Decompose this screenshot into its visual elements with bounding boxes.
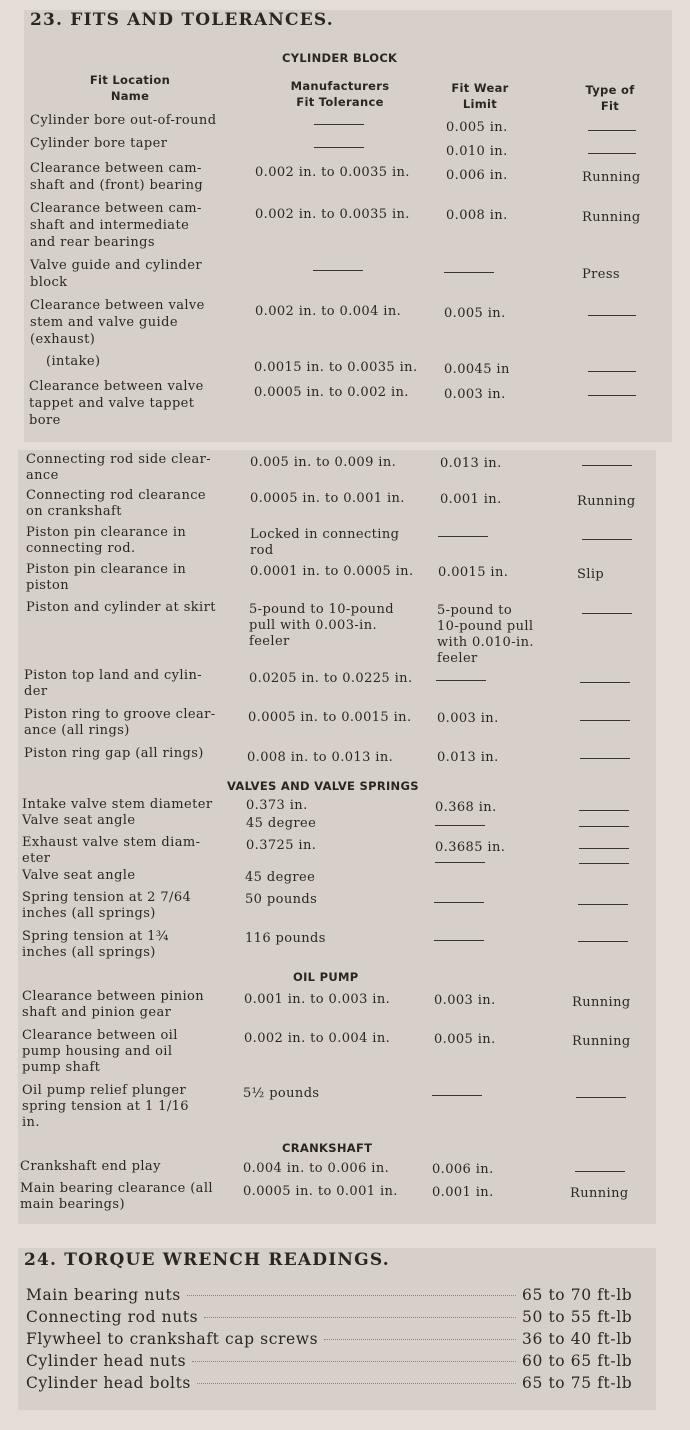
row-tol-r11: Locked in connecting rod (250, 527, 400, 558)
dash (579, 810, 629, 811)
torque-value: 65 to 70 ft-lb (522, 1286, 633, 1304)
row-wear-r16: 0.013 in. (437, 750, 499, 765)
row-tol-r8: 0.0005 in. to 0.002 in. (254, 385, 409, 400)
leader-dots (324, 1339, 516, 1340)
header-fit-location: Fit Location Name (89, 73, 171, 103)
dash (435, 862, 485, 863)
row-name-r24: Clearance between oil pump housing and oil pump shaft (22, 1028, 178, 1075)
row-tol-r9: 0.005 in. to 0.009 in. (250, 455, 397, 470)
row-name-r13: Piston and cylinder at skirt (26, 600, 216, 615)
leader-dots (192, 1361, 516, 1362)
row-tol-r16: 0.008 in. to 0.013 in. (247, 750, 394, 765)
dash (578, 904, 628, 905)
row-name-r4: Clearance between cam- shaft and intermediate and rear bearings (30, 201, 202, 250)
dash (579, 826, 629, 827)
torque-label: Flywheel to crankshaft cap screws (26, 1330, 319, 1348)
row-tol-r26: 0.004 in. to 0.006 in. (243, 1161, 390, 1176)
dash (575, 1171, 625, 1172)
row-wear-r15: 0.003 in. (437, 711, 499, 726)
torque-value: 60 to 65 ft-lb (522, 1352, 633, 1370)
dash (432, 1095, 482, 1096)
row-tol-r24: 0.002 in. to 0.004 in. (244, 1031, 391, 1046)
row-tol-r4: 0.002 in. to 0.0035 in. (255, 207, 410, 222)
row-name-r2: Cylinder bore taper (30, 136, 168, 151)
row-tol-r21: 50 pounds (245, 892, 318, 907)
row-tol-r14: 0.0205 in. to 0.0225 in. (249, 671, 413, 686)
torque-value: 50 to 55 ft-lb (522, 1308, 633, 1326)
dash (582, 465, 632, 466)
torque-label: Connecting rod nuts (26, 1308, 199, 1326)
row-name-r15: Piston ring to groove clear- ance (all rings) (24, 707, 216, 738)
row-wear-r12: 0.0015 in. (438, 565, 509, 580)
row-type-r27: Running (570, 1186, 629, 1201)
torque-value: 36 to 40 ft-lb (522, 1330, 633, 1348)
row-wear-r24: 0.005 in. (434, 1032, 496, 1047)
header-manufacturers-tolerance: Manufacturers Fit Tolerance (290, 79, 390, 109)
row-name-r3: Clearance between cam- shaft and (front) bearing (30, 161, 204, 193)
row-type-r10: Running (577, 494, 636, 509)
torque-row (26, 1286, 640, 1308)
torque-row (26, 1374, 640, 1396)
row-name-r14: Piston top land and cylin- der (24, 668, 203, 699)
torque-row (26, 1330, 640, 1352)
row-wear-r2: 0.010 in. (446, 144, 508, 159)
row-tol-r6: 0.002 in. to 0.004 in. (255, 304, 402, 319)
row-name-r18: Valve seat angle (22, 813, 136, 828)
row-name-r19: Exhaust valve stem diam- eter (22, 835, 201, 866)
section-24-title: 24. TORQUE WRENCH READINGS. (24, 1250, 390, 1270)
dash (588, 315, 636, 316)
torque-label: Cylinder head bolts (26, 1374, 191, 1392)
leader-dots (187, 1295, 516, 1296)
row-type-r24: Running (572, 1034, 631, 1049)
section-23-title: 23. FITS AND TOLERANCES. (30, 10, 334, 30)
row-tol-r15: 0.0005 in. to 0.0015 in. (248, 710, 412, 725)
torque-row (26, 1308, 640, 1330)
row-type-r3: Running (582, 170, 641, 185)
row-tol-r23: 0.001 in. to 0.003 in. (244, 992, 391, 1007)
row-wear-r13: 5-pound to 10-pound pull with 0.010-in. feeler (437, 603, 534, 666)
row-name-r9: Connecting rod side clear- ance (26, 452, 212, 483)
dash (582, 613, 632, 614)
row-tol-r27: 0.0005 in. to 0.001 in. (243, 1184, 398, 1199)
dash (436, 680, 486, 681)
dash (434, 940, 484, 941)
row-name-r10: Connecting rod clearance on crankshaft (26, 488, 206, 519)
row-wear-r17: 0.368 in. (435, 800, 497, 815)
row-tol-r18: 45 degree (246, 816, 317, 831)
row-wear-r9: 0.013 in. (440, 456, 502, 471)
row-name-r1: Cylinder bore out-of-round (30, 113, 217, 128)
group-crankshaft: CRANKSHAFT (282, 1141, 373, 1155)
row-tol-r10: 0.0005 in. to 0.001 in. (250, 491, 405, 506)
row-name-r12: Piston pin clearance in piston (26, 562, 187, 593)
dash (580, 758, 630, 759)
dash (438, 536, 488, 537)
group-cylinder-block: CYLINDER BLOCK (282, 51, 398, 65)
dash (314, 147, 364, 148)
row-wear-r4: 0.008 in. (446, 208, 508, 223)
row-wear-r1: 0.005 in. (446, 120, 508, 135)
row-tol-r12: 0.0001 in. to 0.0005 in. (250, 564, 414, 579)
row-wear-r6: 0.005 in. (444, 306, 506, 321)
row-name-r27: Main bearing clearance (all main bearings) (20, 1181, 213, 1212)
header-type-of-fit: Type of Fit (585, 83, 635, 113)
row-tol-r13: 5-pound to 10-pound pull with 0.003-in. feeler (249, 602, 394, 649)
torque-value: 65 to 75 ft-lb (522, 1374, 633, 1392)
dash (313, 270, 363, 271)
row-tol-r19: 0.3725 in. (246, 838, 317, 853)
row-wear-r7: 0.0045 in (444, 362, 510, 377)
dash (580, 682, 630, 683)
row-name-r20: Valve seat angle (22, 868, 136, 883)
torque-row (26, 1352, 640, 1374)
row-name-r21: Spring tension at 2 7/64 inches (all springs) (22, 890, 192, 921)
row-name-r7: (intake) (46, 354, 101, 369)
row-name-r22: Spring tension at 1¾ inches (all springs) (22, 929, 169, 960)
row-name-r23: Clearance between pinion shaft and pinion gear (22, 989, 205, 1020)
row-name-r8: Clearance between valve tappet and valve tappet bore (29, 379, 204, 428)
leader-dots (204, 1317, 516, 1318)
row-type-r5: Press (582, 267, 620, 282)
row-tol-r20: 45 degree (245, 870, 316, 885)
row-name-r5: Valve guide and cylinder block (30, 258, 202, 290)
row-name-r26: Crankshaft end play (20, 1159, 161, 1174)
row-tol-r7: 0.0015 in. to 0.0035 in. (254, 360, 418, 375)
dash (582, 539, 632, 540)
torque-label: Cylinder head nuts (26, 1352, 187, 1370)
header-wear-limit: Fit Wear Limit (451, 81, 509, 111)
row-tol-r3: 0.002 in. to 0.0035 in. (255, 165, 410, 180)
row-wear-r27: 0.001 in. (432, 1185, 494, 1200)
row-wear-r8: 0.003 in. (444, 387, 506, 402)
dash (579, 863, 629, 864)
dash (576, 1097, 626, 1098)
dash (434, 902, 484, 903)
row-wear-r23: 0.003 in. (434, 993, 496, 1008)
group-valves: VALVES AND VALVE SPRINGS (227, 779, 419, 793)
dash (314, 124, 364, 125)
row-type-r12: Slip (577, 567, 605, 582)
row-tol-r22: 116 pounds (245, 931, 326, 946)
row-name-r25: Oil pump relief plunger spring tension at 1 1/16 in. (22, 1083, 189, 1130)
row-name-r16: Piston ring gap (all rings) (24, 746, 204, 761)
row-wear-r3: 0.006 in. (446, 168, 508, 183)
row-name-r11: Piston pin clearance in connecting rod. (26, 525, 187, 556)
row-name-r17: Intake valve stem diameter (22, 797, 213, 812)
row-wear-r26: 0.006 in. (432, 1162, 494, 1177)
torque-label: Main bearing nuts (26, 1286, 181, 1304)
row-name-r6: Clearance between valve stem and valve guide (exhaust) (30, 298, 205, 347)
dash (435, 825, 485, 826)
dash (588, 130, 636, 131)
row-wear-r19: 0.3685 in. (435, 840, 506, 855)
dash (588, 395, 636, 396)
row-tol-r17: 0.373 in. (246, 798, 308, 813)
dash (578, 941, 628, 942)
dash (588, 153, 636, 154)
dash (579, 848, 629, 849)
dash (444, 272, 494, 273)
row-wear-r10: 0.001 in. (440, 492, 502, 507)
group-oil-pump: OIL PUMP (293, 970, 359, 984)
row-type-r4: Running (582, 210, 641, 225)
dash (580, 720, 630, 721)
row-tol-r25: 5½ pounds (243, 1086, 320, 1101)
row-type-r23: Running (572, 995, 631, 1010)
dash (588, 371, 636, 372)
leader-dots (197, 1383, 516, 1384)
